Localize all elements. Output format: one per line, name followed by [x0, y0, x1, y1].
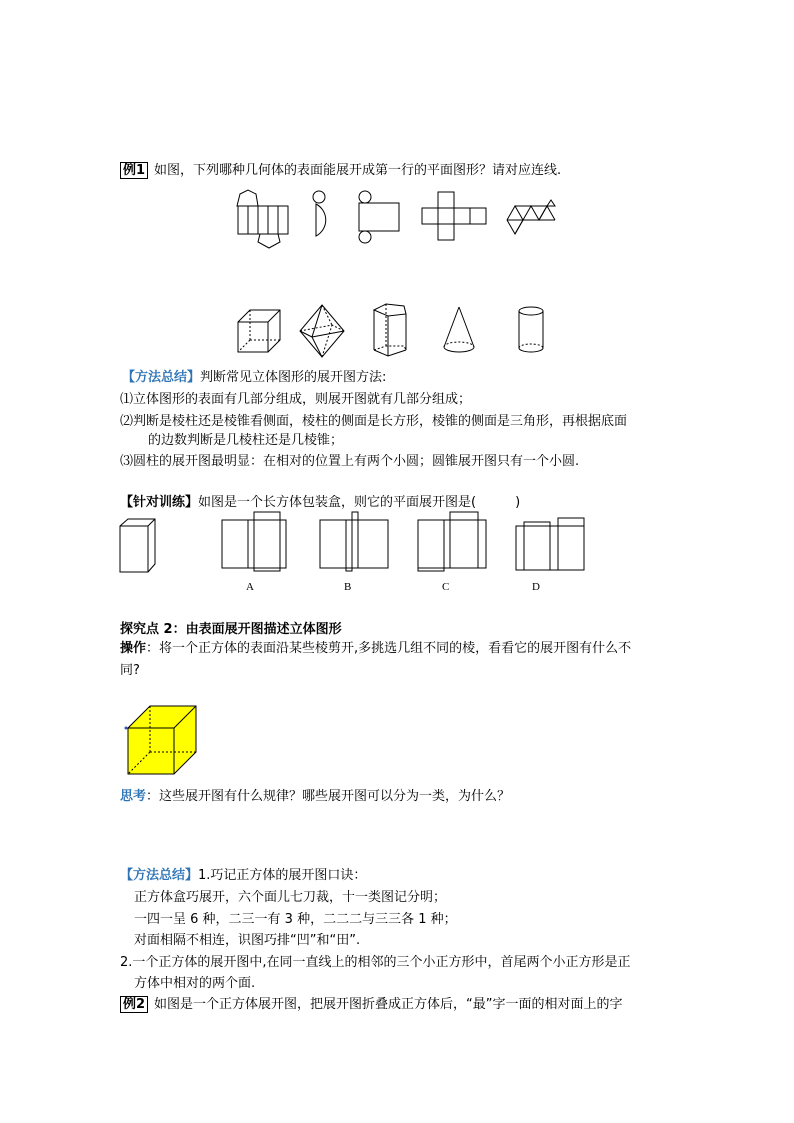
net-cube — [420, 190, 488, 246]
example-2-tag: 例2 — [120, 996, 148, 1013]
solid-cone — [442, 305, 476, 355]
think-line — [120, 788, 510, 805]
mnemonic-line: 正方体盒巧展开，六个面儿七刀裁，十一类图记分明； — [134, 890, 447, 905]
method-summary-2-item2-cont: 方体中相对的两个面. — [134, 976, 256, 991]
operation-text-cont: 同? — [120, 663, 140, 678]
method-summary-1-item: 的边数判断是几棱柱还是几棱锥； — [148, 433, 344, 448]
practice-line — [120, 494, 520, 511]
solid-cube — [236, 308, 282, 354]
net-pentagonal-prism — [232, 188, 292, 250]
example-2-text: 如图是一个正方体展开图，把展开图折叠成正方体后，“最”字一面的相对面上的字 — [154, 997, 623, 1012]
method-summary-1-title: 【方法总结】 — [122, 370, 201, 385]
option-d-label[interactable]: D — [532, 581, 540, 593]
method-summary-2-item2: 2.一个正方体的展开图中,在同一直线上的相邻的三个小正方形中，首尾两个小正方形是正 — [120, 955, 631, 970]
net-octahedron — [503, 198, 561, 244]
operation-label: 操作 — [120, 641, 147, 656]
solid-pentagonal-prism — [370, 302, 410, 358]
method-summary-2-heading — [120, 867, 366, 884]
operation-line — [120, 640, 631, 657]
option-c-label[interactable]: C — [442, 581, 450, 593]
method-summary-1-intro: 判断常见立体图形的展开图方法: — [200, 370, 387, 385]
think-label: 思考 — [120, 789, 147, 804]
solid-cylinder — [516, 305, 546, 355]
example-2-line — [120, 996, 623, 1013]
option-a-label[interactable]: A — [246, 581, 254, 593]
method-summary-2-title: 【方法总结】 — [120, 868, 199, 883]
practice-title: 【针对训练】 — [120, 495, 199, 510]
solid-octahedron — [298, 303, 346, 359]
method-summary-1-item: ⑶圆柱的展开图最明显：在相对的位置上有两个小圆；圆锥展开图只有一个小圆. — [120, 454, 580, 469]
net-cone — [312, 190, 342, 240]
mnemonic-line: 一四一呈 6 种，二三一有 3 种，二二二与三三各 1 种； — [134, 912, 457, 927]
example-1-text: 如图，下列哪种几何体的表面能展开成第一行的平面图形？请对应连线. — [154, 163, 562, 178]
method-summary-1-item: ⑴立体图形的表面有几部分组成，则展开图就有几部分组成； — [120, 392, 472, 407]
method-summary-2-line0: 1.巧记正方体的展开图口诀： — [198, 868, 367, 883]
option-b-label[interactable]: B — [344, 581, 352, 593]
method-summary-1-heading — [122, 369, 386, 386]
practice-text: 如图是一个长方体包装盒，则它的平面展开图是( ) — [198, 495, 521, 510]
example-1-tag: 例1 — [120, 162, 148, 179]
yellow-cube — [122, 704, 198, 776]
option-d-net — [514, 514, 588, 574]
option-a-net — [220, 510, 290, 572]
option-c-net — [416, 510, 488, 572]
think-text: ：这些展开图有什么规律？哪些展开图可以分为一类，为什么？ — [146, 789, 511, 804]
explore-2-title: 探究点 2：由表面展开图描述立体图形 — [120, 622, 342, 637]
example-1-line — [120, 162, 561, 179]
cuboid-box — [119, 518, 157, 574]
net-cylinder — [352, 190, 404, 246]
method-summary-1-item: ⑵判断是棱柱还是棱锥看侧面，棱柱的侧面是长方形，棱锥的侧面是三角形，再根据底面 — [120, 414, 628, 429]
operation-text: ：将一个正方体的表面沿某些棱剪开,多挑选几组不同的棱，看看它的展开图有什么不 — [146, 641, 632, 656]
option-b-net — [318, 510, 390, 572]
mnemonic-line: 对面相隔不相连，识图巧排“凹”和“田”. — [134, 933, 361, 948]
